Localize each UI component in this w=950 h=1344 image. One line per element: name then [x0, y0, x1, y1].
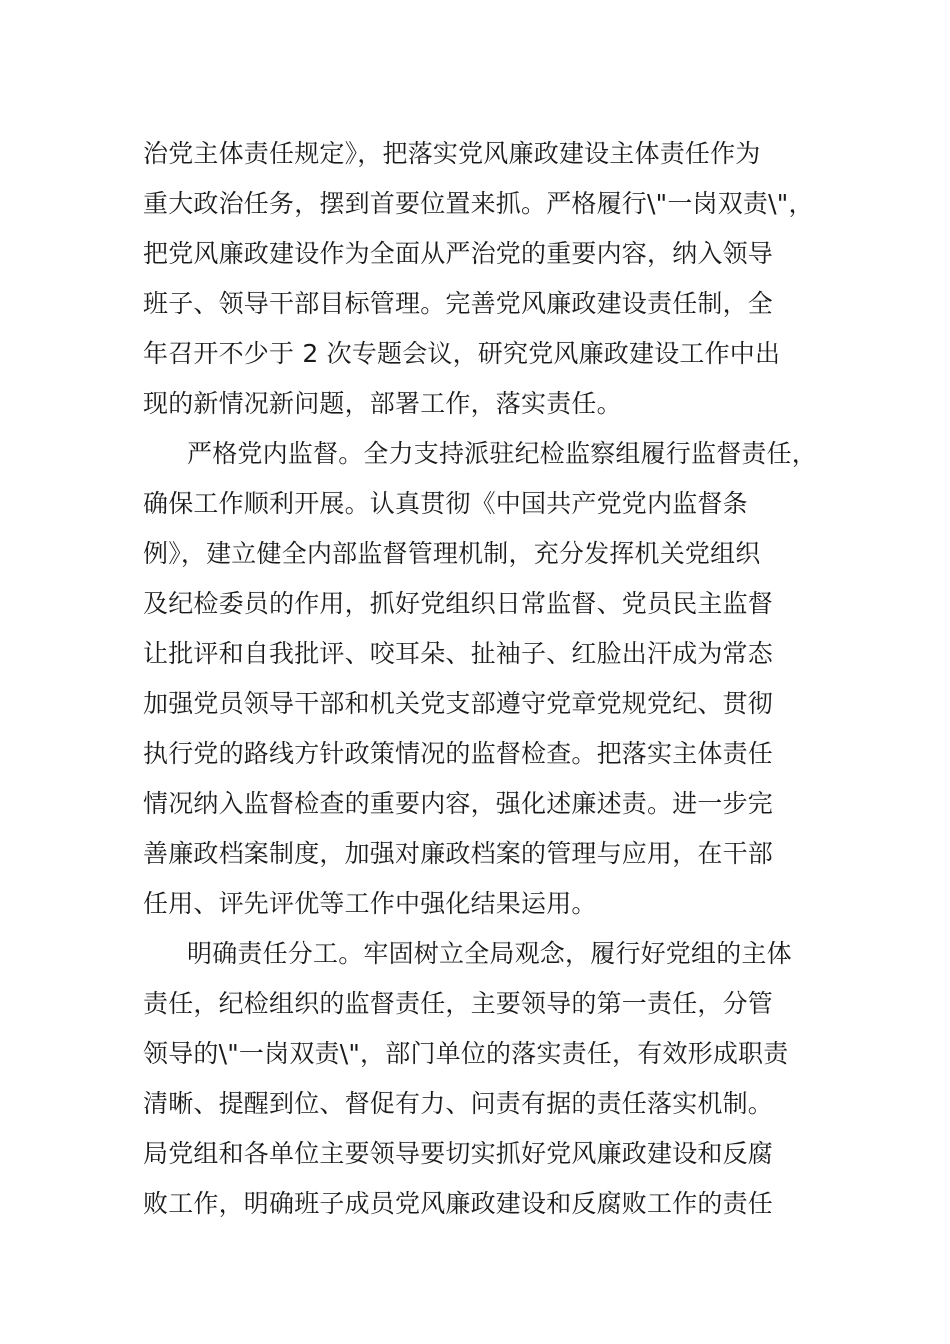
text-line: 严格党内监督。全力支持派驻纪检监察组履行监督责任， [187, 439, 818, 468]
text-line: 领导的\"一岗双责\"，部门单位的落实责任，有效形成职责 [143, 1039, 789, 1068]
text-line: 善廉政档案制度，加强对廉政档案的管理与应用，在干部 [143, 839, 774, 868]
document-body [143, 129, 823, 1229]
text-line: 执行党的路线方针政策情况的监督检查。把落实主体责任 [143, 739, 774, 768]
text-line: 加强党员领导干部和机关党支部遵守党章党规党纪、贯彻 [143, 689, 774, 718]
text-line: 确保工作顺利开展。认真贯彻《中国共产党党内监督条 [143, 489, 748, 518]
text-line: 局党组和各单位主要领导要切实抓好党风廉政建设和反腐 [143, 1139, 774, 1168]
paragraph-1 [143, 129, 823, 429]
text-line: 年召开不少于 2 次专题会议，研究党风廉政建设工作中出 [143, 339, 781, 368]
text-line: 让批评和自我批评、咬耳朵、扯袖子、红脸出汗成为常态 [143, 639, 774, 668]
text-line: 败工作，明确班子成员党风廉政建设和反腐败工作的责任 [143, 1189, 774, 1218]
text-line: 明确责任分工。牢固树立全局观念，履行好党组的主体 [187, 939, 792, 968]
text-line: 任用、评先评优等工作中强化结果运用。 [143, 889, 597, 918]
text-line: 把党风廉政建设作为全面从严治党的重要内容，纳入领导 [143, 239, 774, 268]
text-line: 例》，建立健全内部监督管理机制，充分发挥机关党组织 [143, 539, 761, 568]
text-line: 治党主体责任规定》，把落实党风廉政建设主体责任作为 [143, 139, 761, 168]
text-line: 重大政治任务，摆到首要位置来抓。严格履行\"一岗双责\"， [143, 189, 814, 218]
text-line: 情况纳入监督检查的重要内容，强化述廉述责。进一步完 [143, 789, 774, 818]
text-line: 现的新情况新问题，部署工作，落实责任。 [143, 389, 622, 418]
text-line: 责任，纪检组织的监督责任，主要领导的第一责任，分管 [143, 989, 774, 1018]
text-line: 清晰、提醒到位、督促有力、问责有据的责任落实机制。 [143, 1089, 774, 1118]
paragraph-3 [143, 929, 823, 1229]
text-line: 及纪检委员的作用，抓好党组织日常监督、党员民主监督 [143, 589, 774, 618]
text-line: 班子、领导干部目标管理。完善党风廉政建设责任制，全 [143, 289, 774, 318]
paragraph-2 [143, 429, 823, 929]
